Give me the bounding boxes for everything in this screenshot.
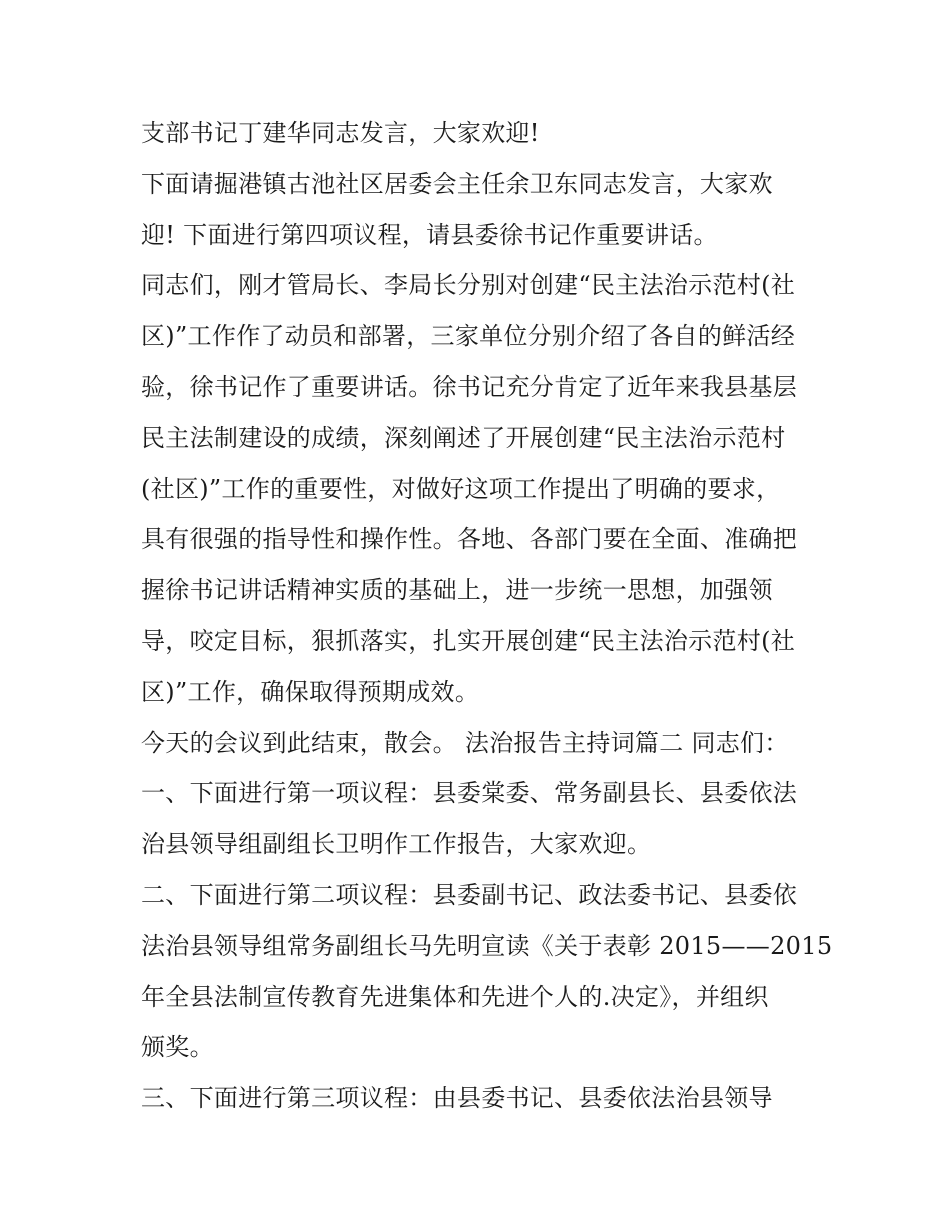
text-line: 年全县法制宣传教育先进集体和先进个人的.决定》，并组织	[141, 982, 769, 1011]
document-body	[141, 108, 833, 1124]
text-line: 治县领导组副组长卫明作工作报告，大家欢迎。	[141, 830, 652, 859]
text-line: 民主法制建设的成绩，深刻阐述了开展创建“民主法治示范村	[141, 423, 786, 452]
text-line: 具有很强的指导性和操作性。各地、各部门要在全面、准确把	[141, 525, 798, 554]
text-line: 区)”工作，确保取得预期成效。	[141, 677, 480, 706]
text-line: 导，咬定目标，狠抓落实，扎实开展创建“民主法治示范村(社	[141, 626, 796, 655]
text-line: 迎! 下面进行第四项议程，请县委徐书记作重要讲话。	[141, 220, 718, 249]
text-line: 下面请掘港镇古池社区居委会主任余卫东同志发言，大家欢	[141, 169, 773, 198]
text-line: 颁奖。	[141, 1033, 214, 1062]
text-line: (社区)”工作的重要性，对做好这项工作提出了明确的要求，	[141, 474, 781, 503]
text-line: 支部书记丁建华同志发言，大家欢迎!	[141, 119, 540, 147]
text-line: 同志们，刚才管局长、李局长分别对创建“民主法治示范村(社	[141, 271, 796, 300]
text-line: 验，徐书记作了重要讲话。徐书记充分肯定了近年来我县基层	[141, 372, 798, 401]
text-line: 三、下面进行第三项议程：由县委书记、县委依法治县领导	[141, 1084, 773, 1113]
text-line: 握徐书记讲话精神实质的基础上，进一步统一思想，加强领	[141, 576, 773, 605]
text-line: 今天的会议到此结束，散会。 法治报告主持词篇二 同志们：	[141, 728, 789, 757]
text-line: 二、下面进行第二项议程：县委副书记、政法委书记、县委依	[141, 880, 798, 909]
text-line: 一、下面进行第一项议程：县委棠委、常务副县长、县委依法	[141, 779, 798, 808]
text-line: 法治县领导组常务副组长马先明宣读《关于表彰 2015——2015	[141, 931, 833, 960]
text-line: 区)”工作作了动员和部署，三家单位分别介绍了各自的鲜活经	[141, 322, 796, 351]
